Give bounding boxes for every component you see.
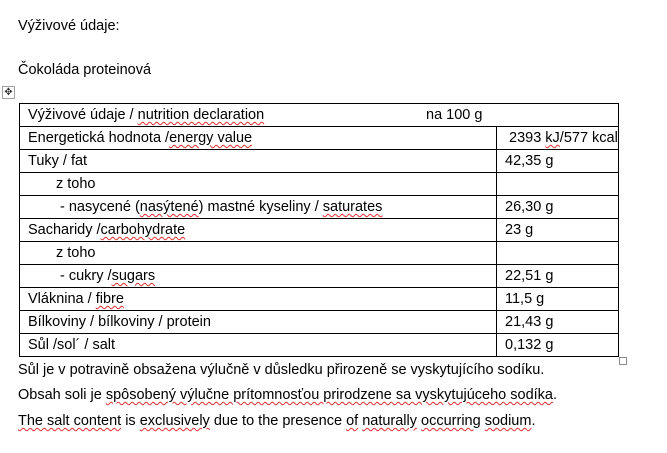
table-row <box>20 127 619 150</box>
saturates-value: 26,30 g <box>497 196 619 219</box>
table-row <box>20 219 619 242</box>
fibre-label-en: fibre <box>95 291 124 307</box>
protein-label: Bílkoviny / bílkoviny / protein <box>20 311 497 334</box>
fibre-label-cz: Vláknina / <box>28 291 96 307</box>
salt-note-sk-part: spôsobený výlučne prítomnosťou prirodzene sa vyskytujúceho sodíka <box>105 387 553 403</box>
table-row <box>20 150 619 173</box>
energy-kcal: /577 kcal <box>559 130 618 146</box>
energy-label <box>20 127 497 150</box>
energy-kj-number: 2393 <box>509 130 546 146</box>
salt-note-en-part: due to the presence <box>209 413 347 429</box>
table-row <box>20 311 619 334</box>
carbs-value: 23 g <box>497 219 619 242</box>
salt-note-cz: Sůl je v potravině obsažena výlučně v důsledku přirozeně se vyskytujícího sodíku. <box>18 362 545 378</box>
salt-note-en-part: occurring <box>421 413 481 429</box>
header-cell <box>20 104 619 127</box>
sugars-label-en: sugars <box>111 268 156 284</box>
table-resize-handle-icon[interactable] <box>619 357 627 365</box>
header-label: Výživové údaje / <box>28 107 138 123</box>
salt-label: Sůl /sol´ / salt <box>20 334 497 357</box>
salt-note-en-part: of <box>346 413 359 429</box>
product-name: Čokoláda proteinová <box>18 62 152 78</box>
saturates-label-en: saturates <box>322 199 383 215</box>
energy-kj-unit: kJ <box>545 130 560 146</box>
header-label-en: nutrition declaration <box>137 107 265 123</box>
protein-value: 21,43 g <box>497 311 619 334</box>
nutrition-table <box>19 103 619 357</box>
empty-cell <box>497 173 619 196</box>
table-row <box>20 173 619 196</box>
table-row <box>20 265 619 288</box>
salt-note-en <box>18 413 535 429</box>
table-row <box>20 334 619 357</box>
fat-label: Tuky / fat <box>20 150 497 173</box>
energy-value <box>497 127 619 150</box>
table-header-row <box>20 104 619 127</box>
salt-note-en-part: is <box>121 413 140 429</box>
salt-note-en-part: naturally <box>362 413 417 429</box>
of-which-label: z toho <box>20 242 497 265</box>
table-row <box>20 196 619 219</box>
fibre-value: 11,5 g <box>497 288 619 311</box>
carbs-label-en: carbohydrate <box>100 222 186 238</box>
carbs-label <box>20 219 497 242</box>
salt-note-en-part: The salt content <box>18 413 122 429</box>
salt-note-en-part: exclusively <box>139 413 210 429</box>
per-100g-label: na 100 g <box>426 107 483 123</box>
sugars-label <box>20 265 497 288</box>
salt-value: 0,132 g <box>497 334 619 357</box>
saturates-label <box>20 196 497 219</box>
table-row <box>20 242 619 265</box>
salt-note-en-part: . <box>531 413 536 429</box>
fat-value: 42,35 g <box>497 150 619 173</box>
sugars-value: 22,51 g <box>497 265 619 288</box>
table-row <box>20 288 619 311</box>
heading: Výživové údaje: <box>18 18 120 34</box>
table-move-handle-icon[interactable]: ✥ <box>2 86 15 99</box>
salt-note-en-part: sodium <box>484 413 532 429</box>
empty-cell <box>497 242 619 265</box>
fibre-label <box>20 288 497 311</box>
energy-label-en: energy value <box>169 130 253 146</box>
saturates-label-b: nasýtené <box>139 199 199 215</box>
energy-label-cz: Energetická hodnota / <box>28 130 170 146</box>
carbs-label-cz: Sacharidy / <box>28 222 101 238</box>
saturates-label-c: ) mastné kyseliny / <box>198 199 323 215</box>
salt-note-sk-part: . <box>553 387 558 403</box>
of-which-label: z toho <box>20 173 497 196</box>
saturates-label-a: - nasycené ( <box>60 199 140 215</box>
salt-note-sk <box>18 387 557 403</box>
sugars-label-cz: - cukry / <box>60 268 112 284</box>
salt-note-sk-part: Obsah soli je <box>18 387 106 403</box>
